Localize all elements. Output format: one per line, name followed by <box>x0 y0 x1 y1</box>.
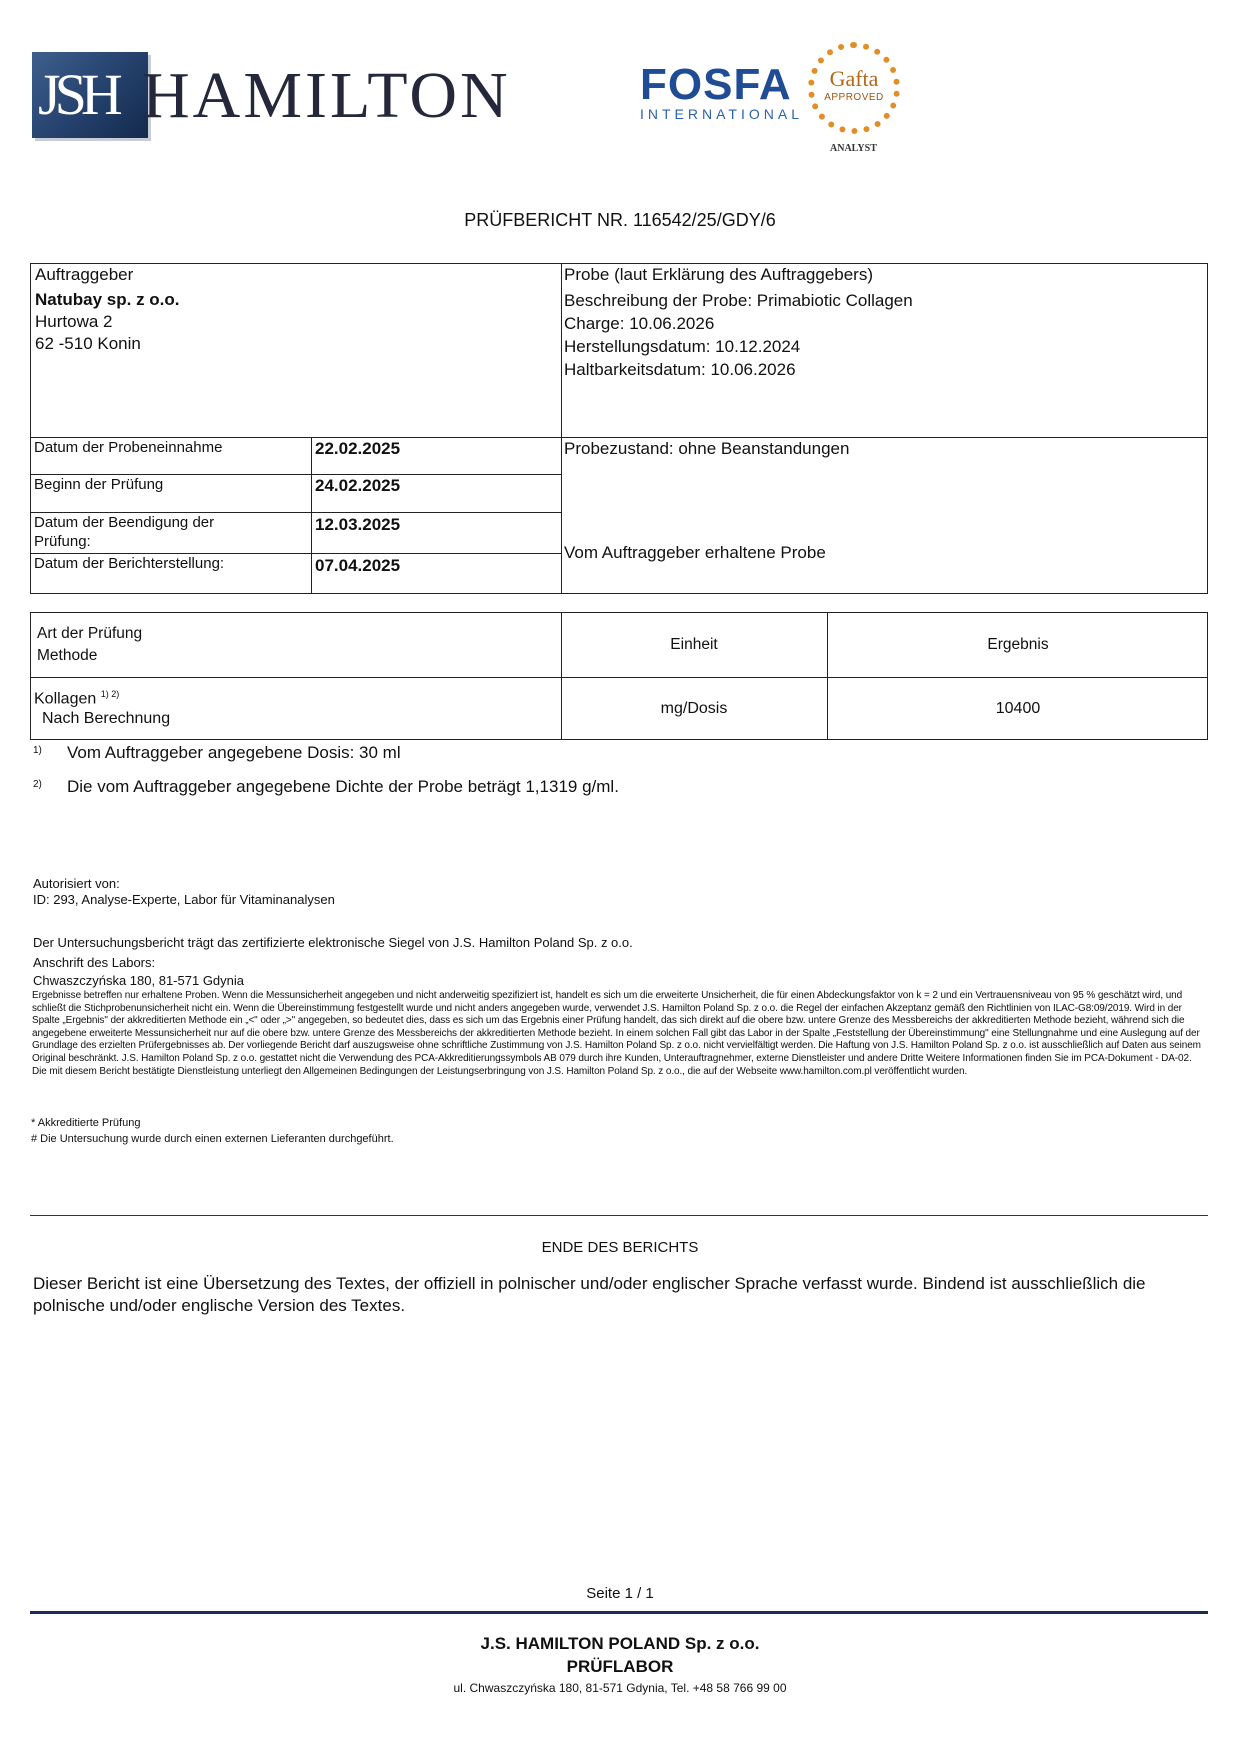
results-col-test: Art der Prüfung <box>37 625 143 642</box>
authorization-person: ID: 293, Analyse-Experte, Labor für Vitaminanalysen <box>33 892 335 907</box>
footnote-text: Die vom Auftraggeber angegebene Dichte der Probe beträgt 1,1319 g/ml. <box>67 777 619 796</box>
logo-monogram: JSH <box>38 62 117 127</box>
end-of-report: ENDE DES BERICHTS <box>541 1239 699 1256</box>
gafta-approved-seal <box>808 42 900 134</box>
results-col-result: Ergebnis <box>987 636 1049 653</box>
footer-company: J.S. HAMILTON POLAND Sp. z o.o. <box>480 1634 760 1653</box>
sample-condition: Probezustand: ohne Beanstandungen <box>564 439 850 458</box>
hamilton-logo-mark <box>32 52 148 138</box>
date-value: 24.02.2025 <box>315 476 401 495</box>
date-value: 12.03.2025 <box>315 515 401 534</box>
sample-heading: Probe (laut Erklärung des Auftraggebers) <box>564 265 874 284</box>
date-label: Datum der Beendigung der Prüfung: <box>34 514 215 550</box>
legend-external: # Die Untersuchung wurde durch einen externen Lieferanten durchgeführt. <box>31 1133 394 1145</box>
footer-address: ul. Chwaszczyńska 180, 81-571 Gdynia, Tel. +48 58 766 99 00 <box>453 1681 787 1695</box>
sample-batch: Charge: 10.06.2026 <box>564 314 715 333</box>
fosfa-logo <box>640 60 792 110</box>
disclaimer-text: Ergebnisse betreffen nur erhaltene Proben. Wenn die Messunsicherheit angegeben und nicht anderweitig spezifiziert ist, handelt es sich um die erweiterte Unsicherheit, die für einen Abdeckungsfaktor von k = 2 und ein Vertrauensniveau von 95 % geschätzt wird, und schließt die Stichprobenunsicherheit nicht ein. Wenn die Übereinstimmung festgestellt wurde und nicht anders angegeben wurde, verwendet J.S. Hamilton Poland Sp. z o.o. die Regel der einfachen Akzeptanz gemäß den Richtlinien von ILAC-G8:09/2019. Wird in der Spalte „Ergebnis" der akkreditierten Methode ein „<" oder „>" angegeben, so bedeutet dies, dass es sich um das Ergebnis einer Prüfung handelt, das sich direkt auf die obere bzw. untere Grenze des Messbereichs der akkreditierten Methode bezieht, während sich die angegebene erweiterte Messunsicherheit nur auf die obere bzw. untere Grenze des Messbereichs der akkreditierten Methode bezieht. In einem solchen Fall gibt das Labor in der Spalte „Feststellung der Übereinstimmung" eine Stellungnahme und eine Auslegung auf der Grundlage des erzielten Prüfergebnisses ab. Der vorliegende Bericht darf auszugsweise ohne schriftliche Zustimmung von J.S. Hamilton Poland Sp. z o.o. nicht vervielfältigt werden. Die Haftung von J.S. Hamilton Poland Sp. z o.o. ist ausschließlich auf Daten aus seinem Original beschränkt. J.S. Hamilton Poland Sp. z o.o. gestattet nicht die Verwendung des PCA-Akkreditierungssymbols AB 079 durch ihre Kunden, Unterauftragnehmer, externe Dienstleister und andere Dritte Weitere Informationen finden Sie im PCA-Dokument - DA-02. Die mit diesem Bericht bestätigte Dienstleistung unterliegt den Allgemeinen Bedingungen der Leistungserbringung von J.S. Hamilton Poland Sp. z o.o., die auf der Webseite www.hamilton.com.pl veröffentlicht wurden. <box>32 990 1201 1077</box>
result-test-label: Kollagen <box>34 690 97 708</box>
result-method: Nach Berechnung <box>42 710 171 727</box>
client-street: Hurtowa 2 <box>35 312 113 331</box>
info-table-divider <box>561 263 562 594</box>
result-test-name <box>34 689 119 708</box>
gafta-seal-approved: APPROVED <box>824 92 884 103</box>
footnote-text: Vom Auftraggeber angegebene Dosis: 30 ml <box>67 743 401 762</box>
footnote-mark: 1) <box>33 745 42 756</box>
legend-accredited: * Akkreditierte Prüfung <box>31 1117 141 1129</box>
client-name: Natubay sp. z o.o. <box>35 290 180 309</box>
date-label: Beginn der Prüfung <box>34 476 164 493</box>
hamilton-brand-name: HAMILTON <box>142 59 511 132</box>
fosfa-logo-subtitle: INTERNATIONAL <box>640 106 803 122</box>
date-value: 22.02.2025 <box>315 439 401 458</box>
result-unit: mg/Dosis <box>660 700 728 717</box>
page-number: Seite 1 / 1 <box>586 1585 654 1602</box>
gafta-seal-title: Gafta <box>829 66 879 91</box>
results-column-divider <box>561 612 562 740</box>
results-col-unit: Einheit <box>670 636 718 653</box>
date-label: Datum der Probeneinnahme <box>34 439 223 456</box>
result-value: 10400 <box>995 700 1041 717</box>
date-label: Datum der Berichterstellung: <box>34 555 225 572</box>
sample-description: Beschreibung der Probe: Primabiotic Collagen <box>564 291 913 310</box>
results-header-divider <box>30 677 1208 678</box>
results-column-divider <box>827 612 828 740</box>
sample-source: Vom Auftraggeber erhaltene Probe <box>564 543 826 562</box>
authorization-label: Autorisiert von: <box>33 876 120 891</box>
dates-column-divider <box>311 437 312 594</box>
fosfa-logo-text: FOSFA <box>640 60 792 109</box>
gafta-analyst-label: ANALYST <box>830 143 877 154</box>
translation-note: Dieser Bericht ist eine Übersetzung des Textes, der offiziell in polnischer und/oder englischer Sprache verfasst wurde. Bindend ist ausschließlich die polnische und/oder englische Version des Textes. <box>33 1274 1146 1315</box>
date-value: 07.04.2025 <box>315 556 401 575</box>
sample-production-date: Herstellungsdatum: 10.12.2024 <box>564 337 801 356</box>
results-table <box>30 612 1208 740</box>
results-col-method: Methode <box>37 647 98 664</box>
footer-divider <box>30 1611 1208 1614</box>
sample-expiry-date: Haltbarkeitsdatum: 10.06.2026 <box>564 360 796 379</box>
client-city: 62 -510 Konin <box>35 334 141 353</box>
lab-address: Chwaszczyńska 180, 81-571 Gdynia <box>33 973 245 988</box>
footnote-mark: 2) <box>33 779 42 790</box>
lab-address-label: Anschrift des Labors: <box>33 955 156 970</box>
footer-lab: PRÜFLABOR <box>566 1657 674 1676</box>
client-label: Auftraggeber <box>35 265 134 284</box>
result-footnote-marks: 1) 2) <box>100 689 120 699</box>
end-divider <box>30 1215 1208 1216</box>
report-title: PRÜFBERICHT NR. 116542/25/GDY/6 <box>464 210 776 230</box>
seal-statement: Der Untersuchungsbericht trägt das zertifizierte elektronische Siegel von J.S. Hamilton Poland Sp. z o.o. <box>33 935 633 950</box>
